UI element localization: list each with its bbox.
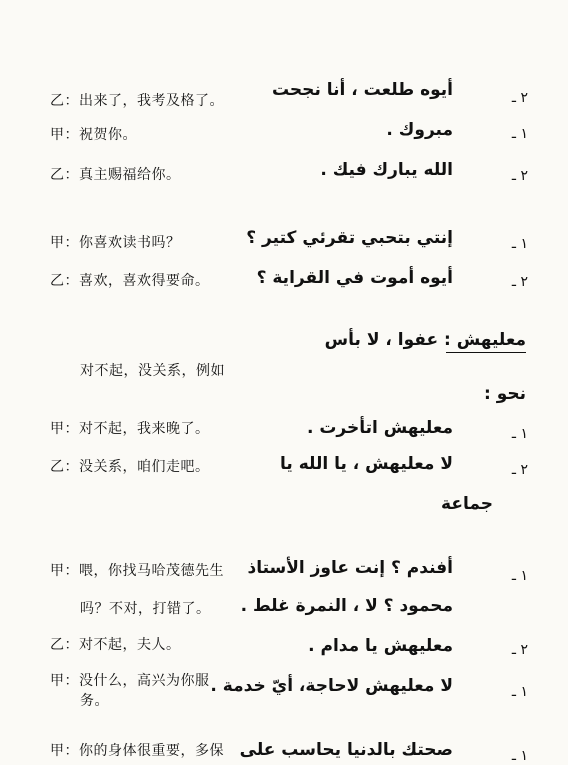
num-line-8: ١ ـ [511,568,528,584]
num-line-1: ٢ ـ [511,90,528,106]
num-line-10: ٢ ـ [511,642,528,658]
zh-line-9: 吗？不对，打错了。 [80,601,211,617]
num-line-6: ١ ـ [511,426,528,442]
zh-line-4: 甲：你喜欢读书吗？ [50,235,181,251]
zh-line-5: 乙：喜欢，喜欢得要命。 [50,273,210,289]
section-heading-arabic [325,330,526,350]
jamaa-word: جماعة [441,494,493,514]
ar-line-9: محمود ؟ لا ، النمرة غلط . [240,596,453,616]
ar-line-4: إنتي بتحبي تقرئي كتير ؟ [246,228,453,248]
num-line-4: ١ ـ [511,236,528,252]
zh-line-8: 甲：喂，你找马哈茂德先生 [50,563,224,579]
zh-line-2: 甲：祝贺你。 [50,127,137,143]
section-heading-chinese: 对不起，没关系，例如 [80,363,225,379]
section-heading-text: معليهش : عفوا ، لا بأس [324,330,526,350]
zh-line-10: 乙：对不起，夫人。 [50,637,181,653]
ar-line-7: لا معليهش ، يا الله يا [280,454,453,474]
zh-line-11: 甲：没什么，高兴为你服 [50,673,210,689]
num-line-2: ١ ـ [511,126,528,142]
zh-line-6: 甲：对不起，我来晚了。 [50,421,210,437]
ar-line-11: لا معليهش لاحاجة، أيّ خدمة . [210,676,453,696]
ar-line-10: معليهش يا مدام . [308,636,453,656]
zh-line-7: 乙：没关系，咱们走吧。 [50,459,210,475]
zh-line-3: 乙：真主赐福给你。 [50,167,181,183]
ar-line-3: الله يبارك فيك . [320,160,453,180]
ar-line-1: أيوه طلعت ، أنا نجحت [271,80,453,100]
ar-line-2: مبروك . [386,120,453,140]
num-line-11: ١ ـ [511,684,528,700]
num-line-12: ١ ـ [511,748,528,764]
ar-line-5: أيوه أموت في القراية ؟ [256,268,453,288]
zh-line-12: 甲：你的身体很重要，多保 [50,743,224,759]
ar-line-12: صحتك بالدنيا يحاسب على [239,740,453,760]
zh-line-11b: 务。 [80,693,109,709]
zh-line-1: 乙：出来了，我考及格了。 [50,93,224,109]
nahw-label: نحو : [483,384,526,404]
heading-underline [446,352,526,353]
ar-line-6: معليهش اتأخرت . [306,418,453,438]
ar-line-8: أفندم ؟ إنت عاوز الأستاذ [247,558,453,578]
num-line-7: ٢ ـ [511,462,528,478]
num-line-5: ٢ ـ [511,274,528,290]
num-line-3: ٢ ـ [511,168,528,184]
